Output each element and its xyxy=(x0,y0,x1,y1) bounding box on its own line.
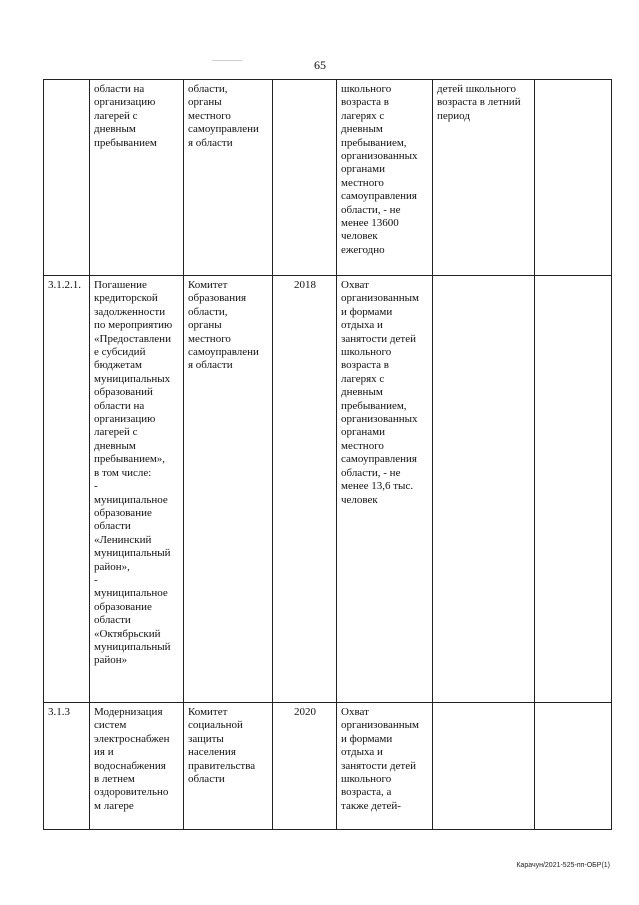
cell-action: области на организацию лагерей с дневным пребыванием xyxy=(90,80,184,276)
table-row xyxy=(44,276,612,703)
cell-indicator: Охват организованным и формами отдыха и занятости детей школьного возраста в лагерях с дневным пребыванием, организованных органами местного самоуправления области, - не менее 13,6 тыс. человек xyxy=(337,276,433,703)
cell-last xyxy=(535,703,612,830)
cell-indicator: Охват организованным и формами отдыха и занятости детей школьного возраста, а также детей- xyxy=(337,703,433,830)
cell-action: Погашение кредиторской задолженности по мероприятию «Предоставлени е субсидий бюджетам муниципальных образований области на организацию лагерей с дневным пребыванием», в том числе: - муниципальное образование области «Ленинский муниципальный район», - муниципальное образование области «Октябрьский муниципальный район» xyxy=(90,276,184,703)
cell-indicator: школьного возраста в лагерях с дневным пребыванием, организованных органами местного самоуправления области, - не менее 13600 человек ежегодно xyxy=(337,80,433,276)
cell-number xyxy=(44,80,90,276)
table-row xyxy=(44,80,612,276)
cell-action: Модернизация систем электроснабжен ия и водоснабжения в летнем оздоровительно м лагере xyxy=(90,703,184,830)
cell-last xyxy=(535,80,612,276)
document-code-footer: Карачун/2021-525-пп-ОБР(1) xyxy=(516,862,610,869)
cell-year: 2018 xyxy=(273,276,337,703)
scan-artifact xyxy=(212,60,242,61)
cell-executor: области, органы местного самоуправлени я области xyxy=(184,80,273,276)
cell-last xyxy=(535,276,612,703)
cell-result: детей школьного возраста в летний период xyxy=(433,80,535,276)
cell-executor: Комитет образования области, органы местного самоуправлени я области xyxy=(184,276,273,703)
cell-number: 3.1.2.1. xyxy=(44,276,90,703)
page-number: 65 xyxy=(314,58,326,72)
cell-year: 2020 xyxy=(273,703,337,830)
table-row xyxy=(44,703,612,830)
measures-table xyxy=(43,79,612,830)
cell-number: 3.1.3 xyxy=(44,703,90,830)
cell-result xyxy=(433,276,535,703)
cell-result xyxy=(433,703,535,830)
cell-executor: Комитет социальной защиты населения правительства области xyxy=(184,703,273,830)
cell-year xyxy=(273,80,337,276)
